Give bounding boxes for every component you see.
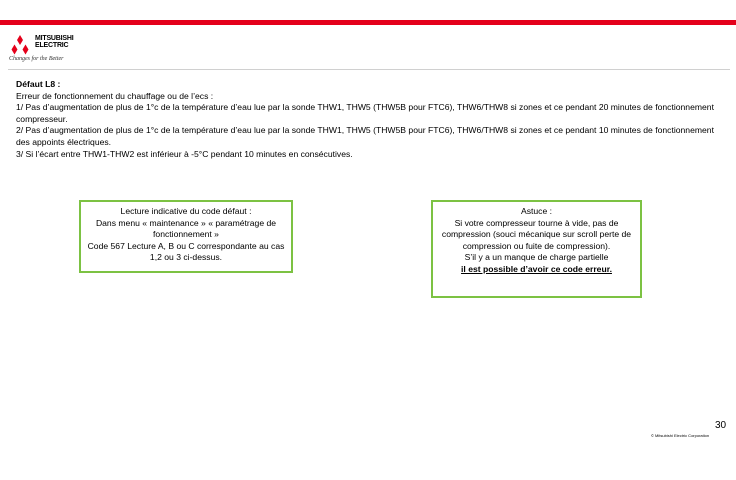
fault-line-case3: 3/ Si l’écart entre THW1-THW2 est inférieur à -5°C pendant 10 minutes en consécutives.: [16, 148, 353, 159]
fault-line-case2: 2/ Pas d’augmentation de plus de 1°c de la température d’eau lue par la sonde THW1, THW5 (THW5B pour FTC6), THW6/THW8 si zones et ce pendant 10 minutes de fonctionnement des appoints électriques.: [16, 125, 714, 147]
astuce-title: Astuce :: [520, 206, 553, 216]
three-diamonds-icon: [9, 35, 31, 55]
lecture-code: Code 567 Lecture A, B ou C correspondante au cas 1,2 ou 3 ci-dessus.: [87, 240, 285, 263]
top-red-bar: [0, 20, 736, 25]
brand-tagline: Changes for the Better: [9, 56, 64, 62]
brand-name-line2: ELECTRIC: [35, 42, 69, 49]
astuce-text2: S’il y a un manque de charge partielle: [464, 252, 609, 263]
mitsubishi-logo: [9, 34, 89, 68]
astuce-text: Si votre compresseur tourne à vide, pas de compression (souci mécanique sur scroll perte de compression ou fuite de compression).: [441, 217, 632, 251]
fault-line-intro: Erreur de fonctionnement du chauffage ou de l’ecs :: [16, 90, 214, 101]
copyright-notice: © Mitsubishi Electric Corporation: [651, 433, 710, 438]
brand-name-line1: MITSUBISHI: [35, 35, 74, 42]
fault-description: [16, 79, 716, 160]
astuce-box: [431, 200, 642, 298]
header-divider: [8, 69, 730, 70]
page-number: 30: [715, 420, 727, 431]
lecture-title: Lecture indicative du code défaut :: [120, 206, 252, 216]
fault-line-case1: 1/ Pas d’augmentation de plus de 1°c de la température d’eau lue par la sonde THW1, THW5 (THW5B pour FTC6), THW6/THW8 si zones et ce pendant 20 minutes de fonctionnement compresseur.: [16, 102, 714, 124]
lecture-code-box: [79, 200, 293, 273]
lecture-menu: Dans menu « maintenance » « paramétrage de fonctionnement »: [95, 217, 277, 240]
astuce-warning: il est possible d’avoir ce code erreur.: [461, 263, 612, 274]
fault-title: Défaut L8 :: [16, 79, 61, 89]
